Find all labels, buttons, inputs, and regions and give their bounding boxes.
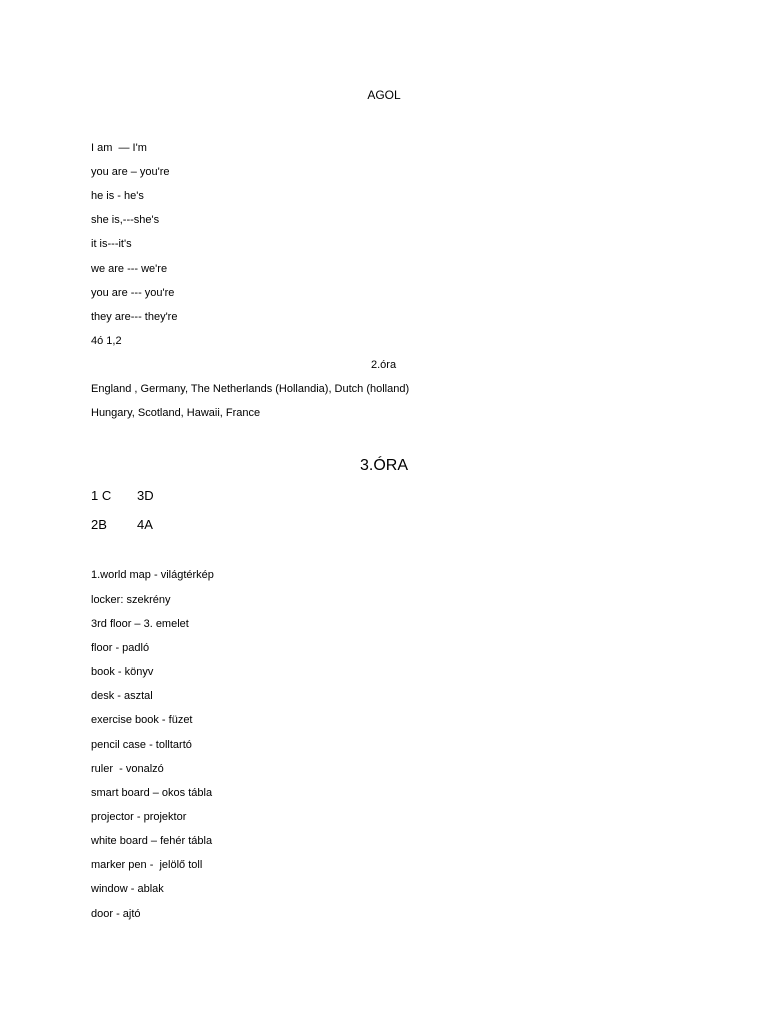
vocabulary-item: locker: szekrény — [91, 594, 171, 606]
lesson-3-heading: 3.ÓRA — [359, 457, 408, 474]
vocabulary-item: smart board – okos tábla — [91, 787, 213, 799]
contraction-line: she is,---she's — [91, 214, 160, 226]
vocabulary-item: window - ablak — [91, 883, 164, 895]
vocabulary-item: book - könyv — [91, 666, 154, 678]
contraction-line: I am — I'm — [91, 142, 147, 154]
vocabulary-item: white board – fehér tábla — [91, 835, 213, 847]
answer-item: 1 C — [91, 488, 112, 503]
contraction-line: it is---it's — [91, 238, 132, 250]
contraction-line: you are --- you're — [91, 287, 175, 299]
vocabulary-item: projector - projektor — [91, 811, 187, 823]
lesson-2-heading: 2.óra — [371, 359, 397, 371]
countries-line: Hungary, Scotland, Hawaii, France — [91, 407, 261, 419]
vocabulary-item: marker pen - jelölő toll — [91, 859, 203, 871]
vocabulary-item: 1.world map - világtérkép — [91, 569, 214, 581]
contraction-line: they are--- they're — [91, 311, 178, 323]
vocabulary-item: 3rd floor – 3. emelet — [91, 618, 189, 630]
answer-item: 3D — [137, 488, 154, 503]
document-title: AGOL — [367, 88, 401, 102]
contraction-line: you are – you're — [91, 166, 170, 178]
exercise-reference: 4ó 1,2 — [91, 335, 122, 347]
countries-line: England , Germany, The Netherlands (Hollandia), Dutch (holland) — [91, 383, 410, 395]
vocabulary-item: exercise book - füzet — [91, 714, 193, 726]
vocabulary-item: desk - asztal — [91, 690, 153, 702]
contraction-line: he is - he's — [91, 190, 144, 202]
vocabulary-item: floor - padló — [91, 642, 150, 654]
contraction-line: we are --- we're — [91, 263, 168, 275]
answer-item: 4A — [137, 517, 153, 532]
vocabulary-item: door - ajtó — [91, 908, 141, 920]
answer-item: 2B — [91, 517, 107, 532]
vocabulary-item: ruler - vonalzó — [91, 763, 164, 775]
vocabulary-item: pencil case - tolltartó — [91, 739, 192, 751]
